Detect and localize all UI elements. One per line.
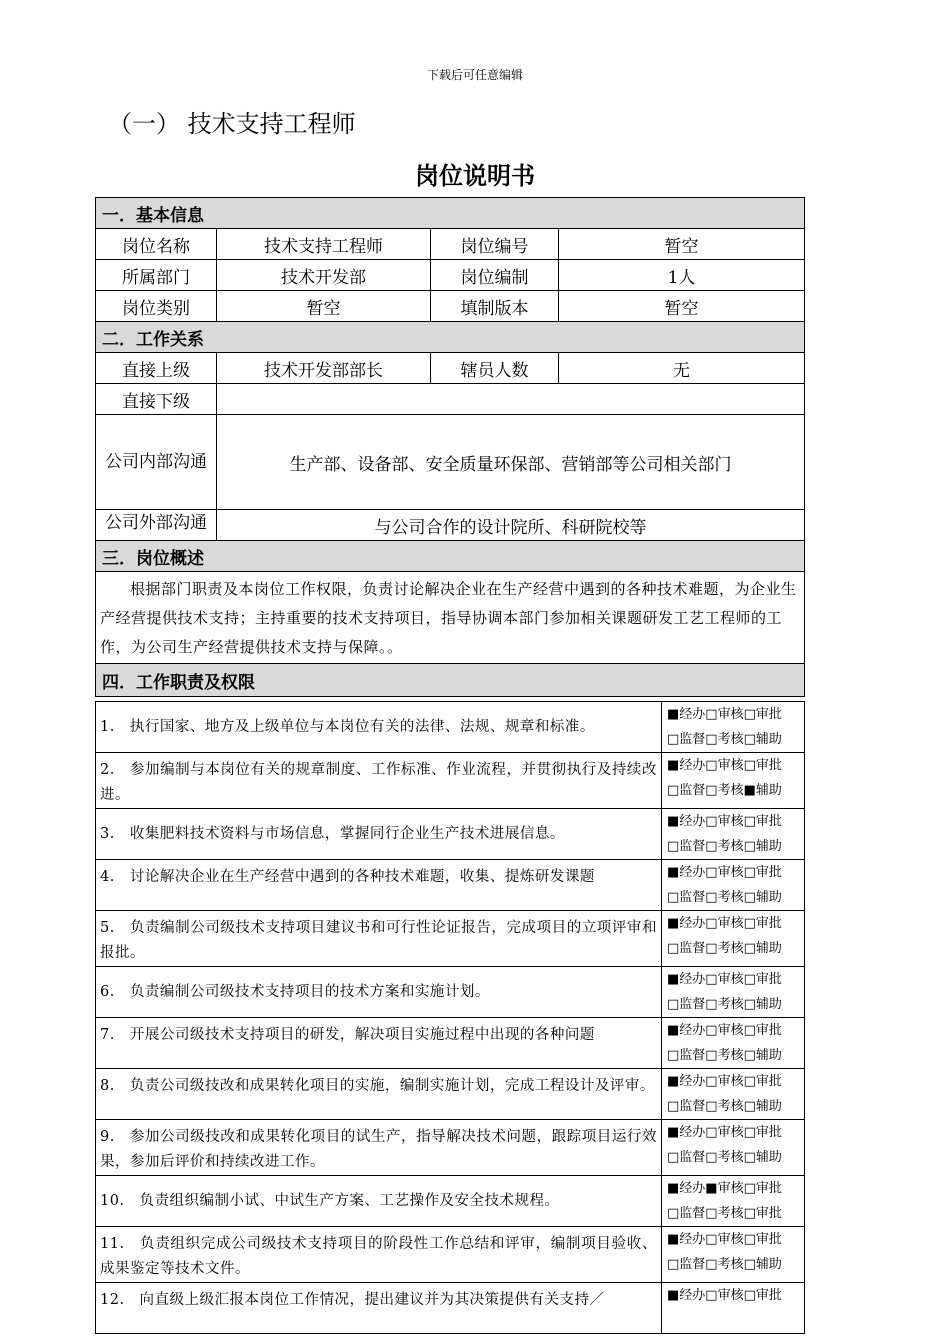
info-label: 岗位类别 — [96, 291, 217, 322]
duty-authority — [662, 1176, 805, 1227]
authority-line: ■经办□审核□审批 — [667, 1023, 782, 1038]
info-label: 填制版本 — [431, 291, 559, 322]
duties-table — [95, 701, 805, 1334]
duty-row — [96, 753, 805, 809]
info-row — [96, 229, 805, 260]
job-info-table — [95, 197, 805, 697]
section-header-summary: 三．岗位概述 — [96, 541, 805, 572]
authority-line: ■经办□审核□审批 — [667, 814, 782, 829]
authority-line: ■经办□审核□审批 — [667, 865, 782, 880]
authority-line — [667, 1308, 804, 1333]
duty-text: 10. 负责组织编制小试、中试生产方案、工艺操作及安全技术规程。 — [96, 1176, 662, 1227]
authority-line: □监督□考核□辅助 — [667, 1099, 782, 1114]
duty-authority — [662, 702, 805, 753]
duty-row — [96, 1120, 805, 1176]
duty-authority — [662, 1227, 805, 1283]
duty-text: 6. 负责编制公司级技术支持项目的技术方案和实施计划。 — [96, 967, 662, 1018]
duty-text: 1. 执行国家、地方及上级单位与本岗位有关的法律、法规、规章和标准。 — [96, 702, 662, 753]
authority-line: □监督□考核□辅助 — [667, 1257, 782, 1272]
authority-line: □监督□考核□辅助 — [667, 890, 782, 905]
duty-text: 9. 参加公司级技改和成果转化项目的试生产，指导解决技术问题，跟踪项目运行效果，参加后评价和持续改进工作。 — [96, 1120, 662, 1176]
duty-row — [96, 860, 805, 911]
subordinate-label: 直接下级 — [96, 384, 217, 415]
duty-text: 12. 向直级上级汇报本岗位工作情况，提出建议并为其决策提供有关支持／ — [96, 1283, 662, 1334]
duty-authority — [662, 860, 805, 911]
document-title: 岗位说明书 — [415, 162, 535, 190]
staff-count-label: 辖员人数 — [431, 353, 559, 384]
duty-row — [96, 967, 805, 1018]
authority-line: ■经办□审核□审批 — [667, 1125, 782, 1140]
superior-label: 直接上级 — [96, 353, 217, 384]
authority-line: ■经办□审核□审批 — [667, 707, 782, 722]
info-row — [96, 291, 805, 322]
authority-line: ■经办■审核□审批 — [667, 1181, 782, 1196]
external-communication-value: 与公司合作的设计院所、科研院校等 — [217, 510, 805, 541]
duty-authority — [662, 753, 805, 809]
info-value: 暂空 — [559, 291, 805, 322]
relation-row — [96, 353, 805, 384]
info-value: 暂空 — [559, 229, 805, 260]
info-label: 岗位编制 — [431, 260, 559, 291]
section-title: （一） 技术支持工程师 — [108, 110, 356, 138]
duty-row — [96, 809, 805, 860]
header-note: 下载后可任意编辑 — [426, 68, 523, 82]
authority-line: □监督□考核□辅助 — [667, 941, 782, 956]
job-summary-text: 根据部门职责及本岗位工作权限，负责讨论解决企业在生产经营中遇到的各种技术难题，为企业生产经营提供技术支持；主持重要的技术支持项目，指导协调本部门参加相关课题研发工艺工程师的工作，为公司生产经营提供技术支持与保障。。 — [96, 572, 805, 664]
info-value: 1人 — [559, 260, 805, 291]
duty-row — [96, 911, 805, 967]
duty-text: 5. 负责编制公司级技术支持项目建议书和可行性论证报告，完成项目的立项评审和报批。 — [96, 911, 662, 967]
relation-row — [96, 510, 805, 541]
duty-text: 7. 开展公司级技术支持项目的研发，解决项目实施过程中出现的各种问题 — [96, 1018, 662, 1069]
duty-authority — [662, 1283, 805, 1334]
authority-line: □监督□考核□审批 — [667, 1206, 782, 1221]
info-value: 技术支持工程师 — [217, 229, 431, 260]
info-label: 岗位编号 — [431, 229, 559, 260]
section-header-basic-info: 一．基本信息 — [96, 198, 805, 229]
authority-line: □监督□考核■辅助 — [667, 783, 782, 798]
section-header-relations: 二．工作关系 — [96, 322, 805, 353]
authority-line: ■经办□审核□审批 — [667, 1074, 782, 1089]
duty-authority — [662, 911, 805, 967]
authority-line: ■经办□审核□审批 — [667, 758, 782, 773]
section-header-duties: 四．工作职责及权限 — [96, 664, 805, 697]
duty-row — [96, 1018, 805, 1069]
relation-row — [96, 384, 805, 415]
duty-row — [96, 702, 805, 753]
authority-line: ■经办□审核□审批 — [667, 972, 782, 987]
authority-line: ■经办□审核□审批 — [667, 916, 782, 931]
duty-authority — [662, 809, 805, 860]
relation-row — [96, 415, 805, 510]
info-label: 岗位名称 — [96, 229, 217, 260]
internal-communication-label: 公司内部沟通 — [96, 415, 217, 510]
duty-text: 8. 负责公司级技改和成果转化项目的实施，编制实施计划，完成工程设计及评审。 — [96, 1069, 662, 1120]
authority-line: □监督□考核□辅助 — [667, 732, 782, 747]
external-communication-label: 公司外部沟通 — [96, 510, 217, 541]
authority-line: □监督□考核□辅助 — [667, 1150, 782, 1165]
info-row — [96, 260, 805, 291]
superior-value: 技术开发部部长 — [217, 353, 431, 384]
authority-line: □监督□考核□辅助 — [667, 839, 782, 854]
duty-authority — [662, 1120, 805, 1176]
duty-authority — [662, 1069, 805, 1120]
info-value: 暂空 — [217, 291, 431, 322]
duty-text: 3. 收集肥料技术资料与市场信息，掌握同行企业生产技术进展信息。 — [96, 809, 662, 860]
authority-line: ■经办□审核□审批 — [667, 1232, 782, 1247]
duty-row — [96, 1176, 805, 1227]
subordinate-value — [217, 384, 805, 415]
staff-count-value: 无 — [559, 353, 805, 384]
duty-authority — [662, 967, 805, 1018]
authority-line: ■经办□审核□审批 — [667, 1288, 782, 1303]
duty-text: 4. 讨论解决企业在生产经营中遇到的各种技术难题，收集、提炼研发课题 — [96, 860, 662, 911]
duty-text: 2. 参加编制与本岗位有关的规章制度、工作标准、作业流程，并贯彻执行及持续改进。 — [96, 753, 662, 809]
duty-text: 11. 负责组织完成公司级技术支持项目的阶段性工作总结和评审，编制项目验收、成果鉴定等技术文件。 — [96, 1227, 662, 1283]
duty-authority — [662, 1018, 805, 1069]
internal-communication-value: 生产部、设备部、安全质量环保部、营销部等公司相关部门 — [217, 415, 805, 510]
authority-line: □监督□考核□辅助 — [667, 1048, 782, 1063]
duty-row — [96, 1283, 805, 1334]
info-label: 所属部门 — [96, 260, 217, 291]
authority-line: □监督□考核□辅助 — [667, 997, 782, 1012]
duty-row — [96, 1227, 805, 1283]
info-value: 技术开发部 — [217, 260, 431, 291]
duty-row — [96, 1069, 805, 1120]
